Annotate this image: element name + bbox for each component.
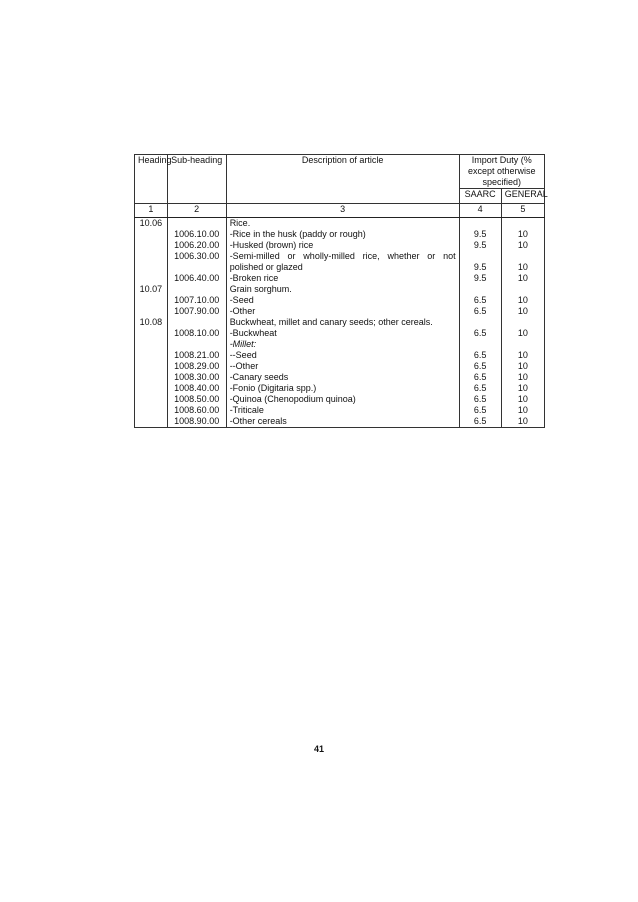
saarc-duty-cell: 6.5 (459, 405, 501, 416)
description-cell: Grain sorghum. (226, 284, 459, 295)
description-cell: -Broken rice (226, 273, 459, 284)
saarc-duty-cell: 6.5 (459, 416, 501, 428)
heading-cell (135, 306, 168, 317)
tariff-table (134, 154, 548, 428)
description-cell: --Seed (226, 350, 459, 361)
subheading-cell: 1006.40.00 (167, 273, 226, 284)
heading-cell: 10.07 (135, 284, 168, 295)
table-row (135, 350, 545, 361)
heading-cell: 10.06 (135, 218, 168, 230)
saarc-duty-cell: 6.5 (459, 372, 501, 383)
general-duty-cell: 10 (501, 240, 544, 251)
table-row (135, 218, 545, 230)
subheading-cell (167, 284, 226, 295)
description-cell: -Rice in the husk (paddy or rough) (226, 229, 459, 240)
header-import-duty: Import Duty (% except otherwise specified) (459, 155, 544, 189)
description-cell: -Quinoa (Chenopodium quinoa) (226, 394, 459, 405)
table-body (135, 218, 545, 428)
description-cell: -Other cereals (226, 416, 459, 428)
table-row (135, 295, 545, 306)
heading-cell (135, 405, 168, 416)
table-row (135, 306, 545, 317)
saarc-duty-cell: 9.5 (459, 240, 501, 251)
general-duty-cell: 10 (501, 229, 544, 240)
heading-cell (135, 273, 168, 284)
description-cell: -Canary seeds (226, 372, 459, 383)
column-number: 1 (135, 204, 168, 218)
general-duty-cell: 10 (501, 251, 544, 273)
general-duty-cell: 10 (501, 306, 544, 317)
subheading-cell (167, 218, 226, 230)
header-saarc: SAARC (459, 189, 501, 204)
description-cell: -Seed (226, 295, 459, 306)
table-row (135, 339, 545, 350)
header-general: GENERAL (501, 189, 544, 204)
subheading-cell: 1007.90.00 (167, 306, 226, 317)
table-row (135, 416, 545, 428)
saarc-duty-cell (459, 339, 501, 350)
heading-cell (135, 372, 168, 383)
page-number: 41 (313, 744, 324, 754)
table-row (135, 383, 545, 394)
subheading-cell: 1008.21.00 (167, 350, 226, 361)
table-row (135, 273, 545, 284)
subheading-cell: 1007.10.00 (167, 295, 226, 306)
saarc-duty-cell: 9.5 (459, 229, 501, 240)
subheading-cell: 1006.30.00 (167, 251, 226, 273)
heading-cell (135, 251, 168, 273)
subheading-cell: 1006.10.00 (167, 229, 226, 240)
general-duty-cell (501, 218, 544, 230)
table-row (135, 240, 545, 251)
description-cell: --Other (226, 361, 459, 372)
table-row (135, 317, 545, 328)
general-duty-cell: 10 (501, 372, 544, 383)
general-duty-cell: 10 (501, 405, 544, 416)
subheading-cell: 1008.50.00 (167, 394, 226, 405)
table-row (135, 394, 545, 405)
column-number: 4 (459, 204, 501, 218)
description-cell: -Fonio (Digitaria spp.) (226, 383, 459, 394)
heading-cell: 10.08 (135, 317, 168, 328)
heading-cell (135, 295, 168, 306)
general-duty-cell: 10 (501, 383, 544, 394)
table-row (135, 229, 545, 240)
header-heading: Heading (135, 155, 168, 204)
column-number: 5 (501, 204, 544, 218)
description-cell: -Other (226, 306, 459, 317)
table-row (135, 328, 545, 339)
general-duty-cell (501, 317, 544, 328)
description-cell: Rice. (226, 218, 459, 230)
column-number: 2 (167, 204, 226, 218)
general-duty-cell (501, 339, 544, 350)
subheading-cell: 1008.90.00 (167, 416, 226, 428)
heading-cell (135, 240, 168, 251)
subheading-cell (167, 339, 226, 350)
subheading-cell: 1008.10.00 (167, 328, 226, 339)
saarc-duty-cell (459, 284, 501, 295)
column-number: 3 (226, 204, 459, 218)
general-duty-cell: 10 (501, 394, 544, 405)
subheading-cell: 1008.29.00 (167, 361, 226, 372)
heading-cell (135, 339, 168, 350)
saarc-duty-cell: 9.5 (459, 251, 501, 273)
saarc-duty-cell: 6.5 (459, 383, 501, 394)
heading-cell (135, 394, 168, 405)
saarc-duty-cell: 6.5 (459, 361, 501, 372)
general-duty-cell: 10 (501, 350, 544, 361)
subheading-cell: 1008.40.00 (167, 383, 226, 394)
saarc-duty-cell: 6.5 (459, 295, 501, 306)
description-cell: -Husked (brown) rice (226, 240, 459, 251)
saarc-duty-cell: 6.5 (459, 350, 501, 361)
general-duty-cell: 10 (501, 328, 544, 339)
table-row (135, 361, 545, 372)
saarc-duty-cell: 6.5 (459, 328, 501, 339)
heading-cell (135, 383, 168, 394)
description-cell: -Millet: (226, 339, 459, 350)
description-cell: -Buckwheat (226, 328, 459, 339)
subheading-cell: 1006.20.00 (167, 240, 226, 251)
subheading-cell: 1008.60.00 (167, 405, 226, 416)
saarc-duty-cell (459, 218, 501, 230)
heading-cell (135, 229, 168, 240)
heading-cell (135, 350, 168, 361)
header-subheading: Sub-heading (167, 155, 226, 204)
heading-cell (135, 361, 168, 372)
table-row (135, 405, 545, 416)
table-row (135, 284, 545, 295)
description-cell: -Triticale (226, 405, 459, 416)
heading-cell (135, 416, 168, 428)
general-duty-cell: 10 (501, 416, 544, 428)
heading-cell (135, 328, 168, 339)
general-duty-cell: 10 (501, 273, 544, 284)
saarc-duty-cell: 9.5 (459, 273, 501, 284)
general-duty-cell: 10 (501, 361, 544, 372)
general-duty-cell: 10 (501, 295, 544, 306)
description-cell: -Semi-milled or wholly-milled rice, whether or not polished or glazed (226, 251, 459, 273)
saarc-duty-cell (459, 317, 501, 328)
subheading-cell (167, 317, 226, 328)
header-description: Description of article (226, 155, 459, 204)
saarc-duty-cell: 6.5 (459, 394, 501, 405)
table-row (135, 251, 545, 273)
general-duty-cell (501, 284, 544, 295)
saarc-duty-cell: 6.5 (459, 306, 501, 317)
subheading-cell: 1008.30.00 (167, 372, 226, 383)
description-cell: Buckwheat, millet and canary seeds; other cereals. (226, 317, 459, 328)
table-row (135, 372, 545, 383)
